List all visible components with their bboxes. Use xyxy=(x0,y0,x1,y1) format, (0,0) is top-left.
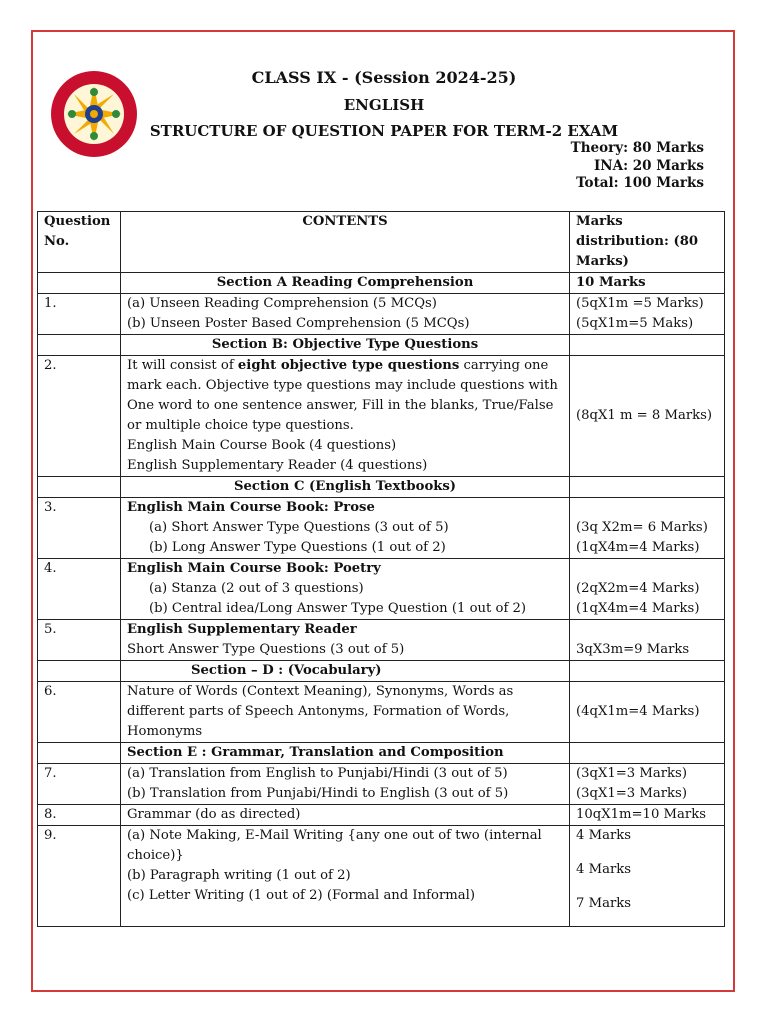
theory-marks: Theory: 80 Marks xyxy=(570,140,704,156)
section-b-title: Section B: Objective Type Questions xyxy=(121,335,570,356)
section-a-row xyxy=(38,273,725,294)
q2-number: 2. xyxy=(38,356,121,477)
q3-part-a: (a) Short Answer Type Questions (3 out of 5) xyxy=(149,520,449,535)
q2-description: It will consist of eight objective type questions carrying one mark each. Objective type questions may include questions with One word to one sentence answer, Fill in the blanks, True/False or multiple choice type questions. xyxy=(127,358,558,433)
q4-part-a: (a) Stanza (2 out of 3 questions) xyxy=(149,581,364,596)
q6-number: 6. xyxy=(38,682,121,743)
q7-marks-a: (3qX1=3 Marks) xyxy=(576,766,687,781)
class-session-title: CLASS IX - (Session 2024-25) xyxy=(251,68,517,87)
q5-number: 5. xyxy=(38,620,121,661)
q9-marks-b: 4 Marks xyxy=(576,862,632,877)
structure-title: STRUCTURE OF QUESTION PAPER FOR TERM-2 EXAM xyxy=(149,122,619,140)
q3-marks-b: (1qX4m=4 Marks) xyxy=(576,540,700,555)
q7-part-a: (a) Translation from English to Punjabi/Hindi (3 out of 5) xyxy=(127,766,508,781)
q6-marks: (4qX1m=4 Marks) xyxy=(570,682,725,743)
q5-marks: 3qX3m=9 Marks xyxy=(576,642,690,657)
table-row xyxy=(38,559,725,620)
total-marks: Total: 100 Marks xyxy=(576,175,704,191)
q7-number: 7. xyxy=(38,764,121,805)
q9-number: 9. xyxy=(38,826,121,927)
section-a-marks: 10 Marks xyxy=(570,273,725,294)
q9-marks-c: 7 Marks xyxy=(576,896,632,911)
q4-part-b: (b) Central idea/Long Answer Type Question (1 out of 2) xyxy=(149,601,527,616)
section-b-row xyxy=(38,335,725,356)
q8-text: Grammar (do as directed) xyxy=(121,805,570,826)
section-a-title: Section A Reading Comprehension xyxy=(121,273,570,294)
header-marks: Marks distribution: (80 Marks) xyxy=(570,212,725,273)
ina-marks: INA: 20 Marks xyxy=(593,157,704,174)
q4-marks-b: (1qX4m=4 Marks) xyxy=(576,601,700,616)
q1-marks-a: (5qX1m =5 Marks) xyxy=(576,296,704,311)
q1-number: 1. xyxy=(38,294,121,335)
q1-marks-b: (5qX1m=5 Maks) xyxy=(576,316,694,331)
q3-marks-a: (3q X2m= 6 Marks) xyxy=(576,520,708,535)
section-c-title: Section C (English Textbooks) xyxy=(121,477,570,498)
table-header-row xyxy=(38,212,725,273)
section-e-title: Section E : Grammar, Translation and Composition xyxy=(121,743,570,764)
header-contents: CONTENTS xyxy=(121,212,570,273)
q2-marks: (8qX1 m = 8 Marks) xyxy=(570,356,725,477)
q8-marks: 10qX1m=10 Marks xyxy=(570,805,725,826)
table-row xyxy=(38,356,725,477)
q3-part-b: (b) Long Answer Type Questions (1 out of 2) xyxy=(149,540,446,555)
section-c-row xyxy=(38,477,725,498)
marks-summary xyxy=(571,140,704,193)
section-e-row xyxy=(38,743,725,764)
table-row xyxy=(38,682,725,743)
q4-marks-a: (2qX2m=4 Marks) xyxy=(576,581,700,596)
q4-number: 4. xyxy=(38,559,121,620)
q3-heading: English Main Course Book: Prose xyxy=(127,500,375,515)
table-row xyxy=(38,826,725,927)
q1-part-a: (a) Unseen Reading Comprehension (5 MCQs) xyxy=(127,296,437,311)
subject-title: ENGLISH xyxy=(343,96,425,114)
section-d-title: Section – D : (Vocabulary) xyxy=(121,661,570,682)
q5-heading: English Supplementary Reader xyxy=(127,622,357,637)
table-row xyxy=(38,498,725,559)
q9-part-b: (b) Paragraph writing (1 out of 2) xyxy=(127,868,351,883)
q2-supplementary: English Supplementary Reader (4 questions) xyxy=(127,458,428,473)
table-row xyxy=(38,805,725,826)
q1-part-b: (b) Unseen Poster Based Comprehension (5 MCQs) xyxy=(127,316,470,331)
table-row xyxy=(38,764,725,805)
table-row xyxy=(38,294,725,335)
q9-marks-a: 4 Marks xyxy=(576,828,632,843)
q4-heading: English Main Course Book: Poetry xyxy=(127,561,381,576)
table-row xyxy=(38,620,725,661)
q2-main-course: English Main Course Book (4 questions) xyxy=(127,438,397,453)
q6-text: Nature of Words (Context Meaning), Synonyms, Words as different parts of Speech Antonyms, Formation of Words, Homonyms xyxy=(121,682,570,743)
section-d-row xyxy=(38,661,725,682)
q9-part-a: (a) Note Making, E-Mail Writing {any one out of two (internal choice)} xyxy=(127,828,542,863)
question-paper-table xyxy=(37,211,725,927)
q8-number: 8. xyxy=(38,805,121,826)
q7-marks-b: (3qX1=3 Marks) xyxy=(576,786,687,801)
q7-part-b: (b) Translation from Punjabi/Hindi to English (3 out of 5) xyxy=(127,786,509,801)
q5-text: Short Answer Type Questions (3 out of 5) xyxy=(127,642,405,657)
q9-part-c: (c) Letter Writing (1 out of 2) (Formal and Informal) xyxy=(127,888,475,903)
header-qno: Question No. xyxy=(38,212,121,273)
q3-number: 3. xyxy=(38,498,121,559)
